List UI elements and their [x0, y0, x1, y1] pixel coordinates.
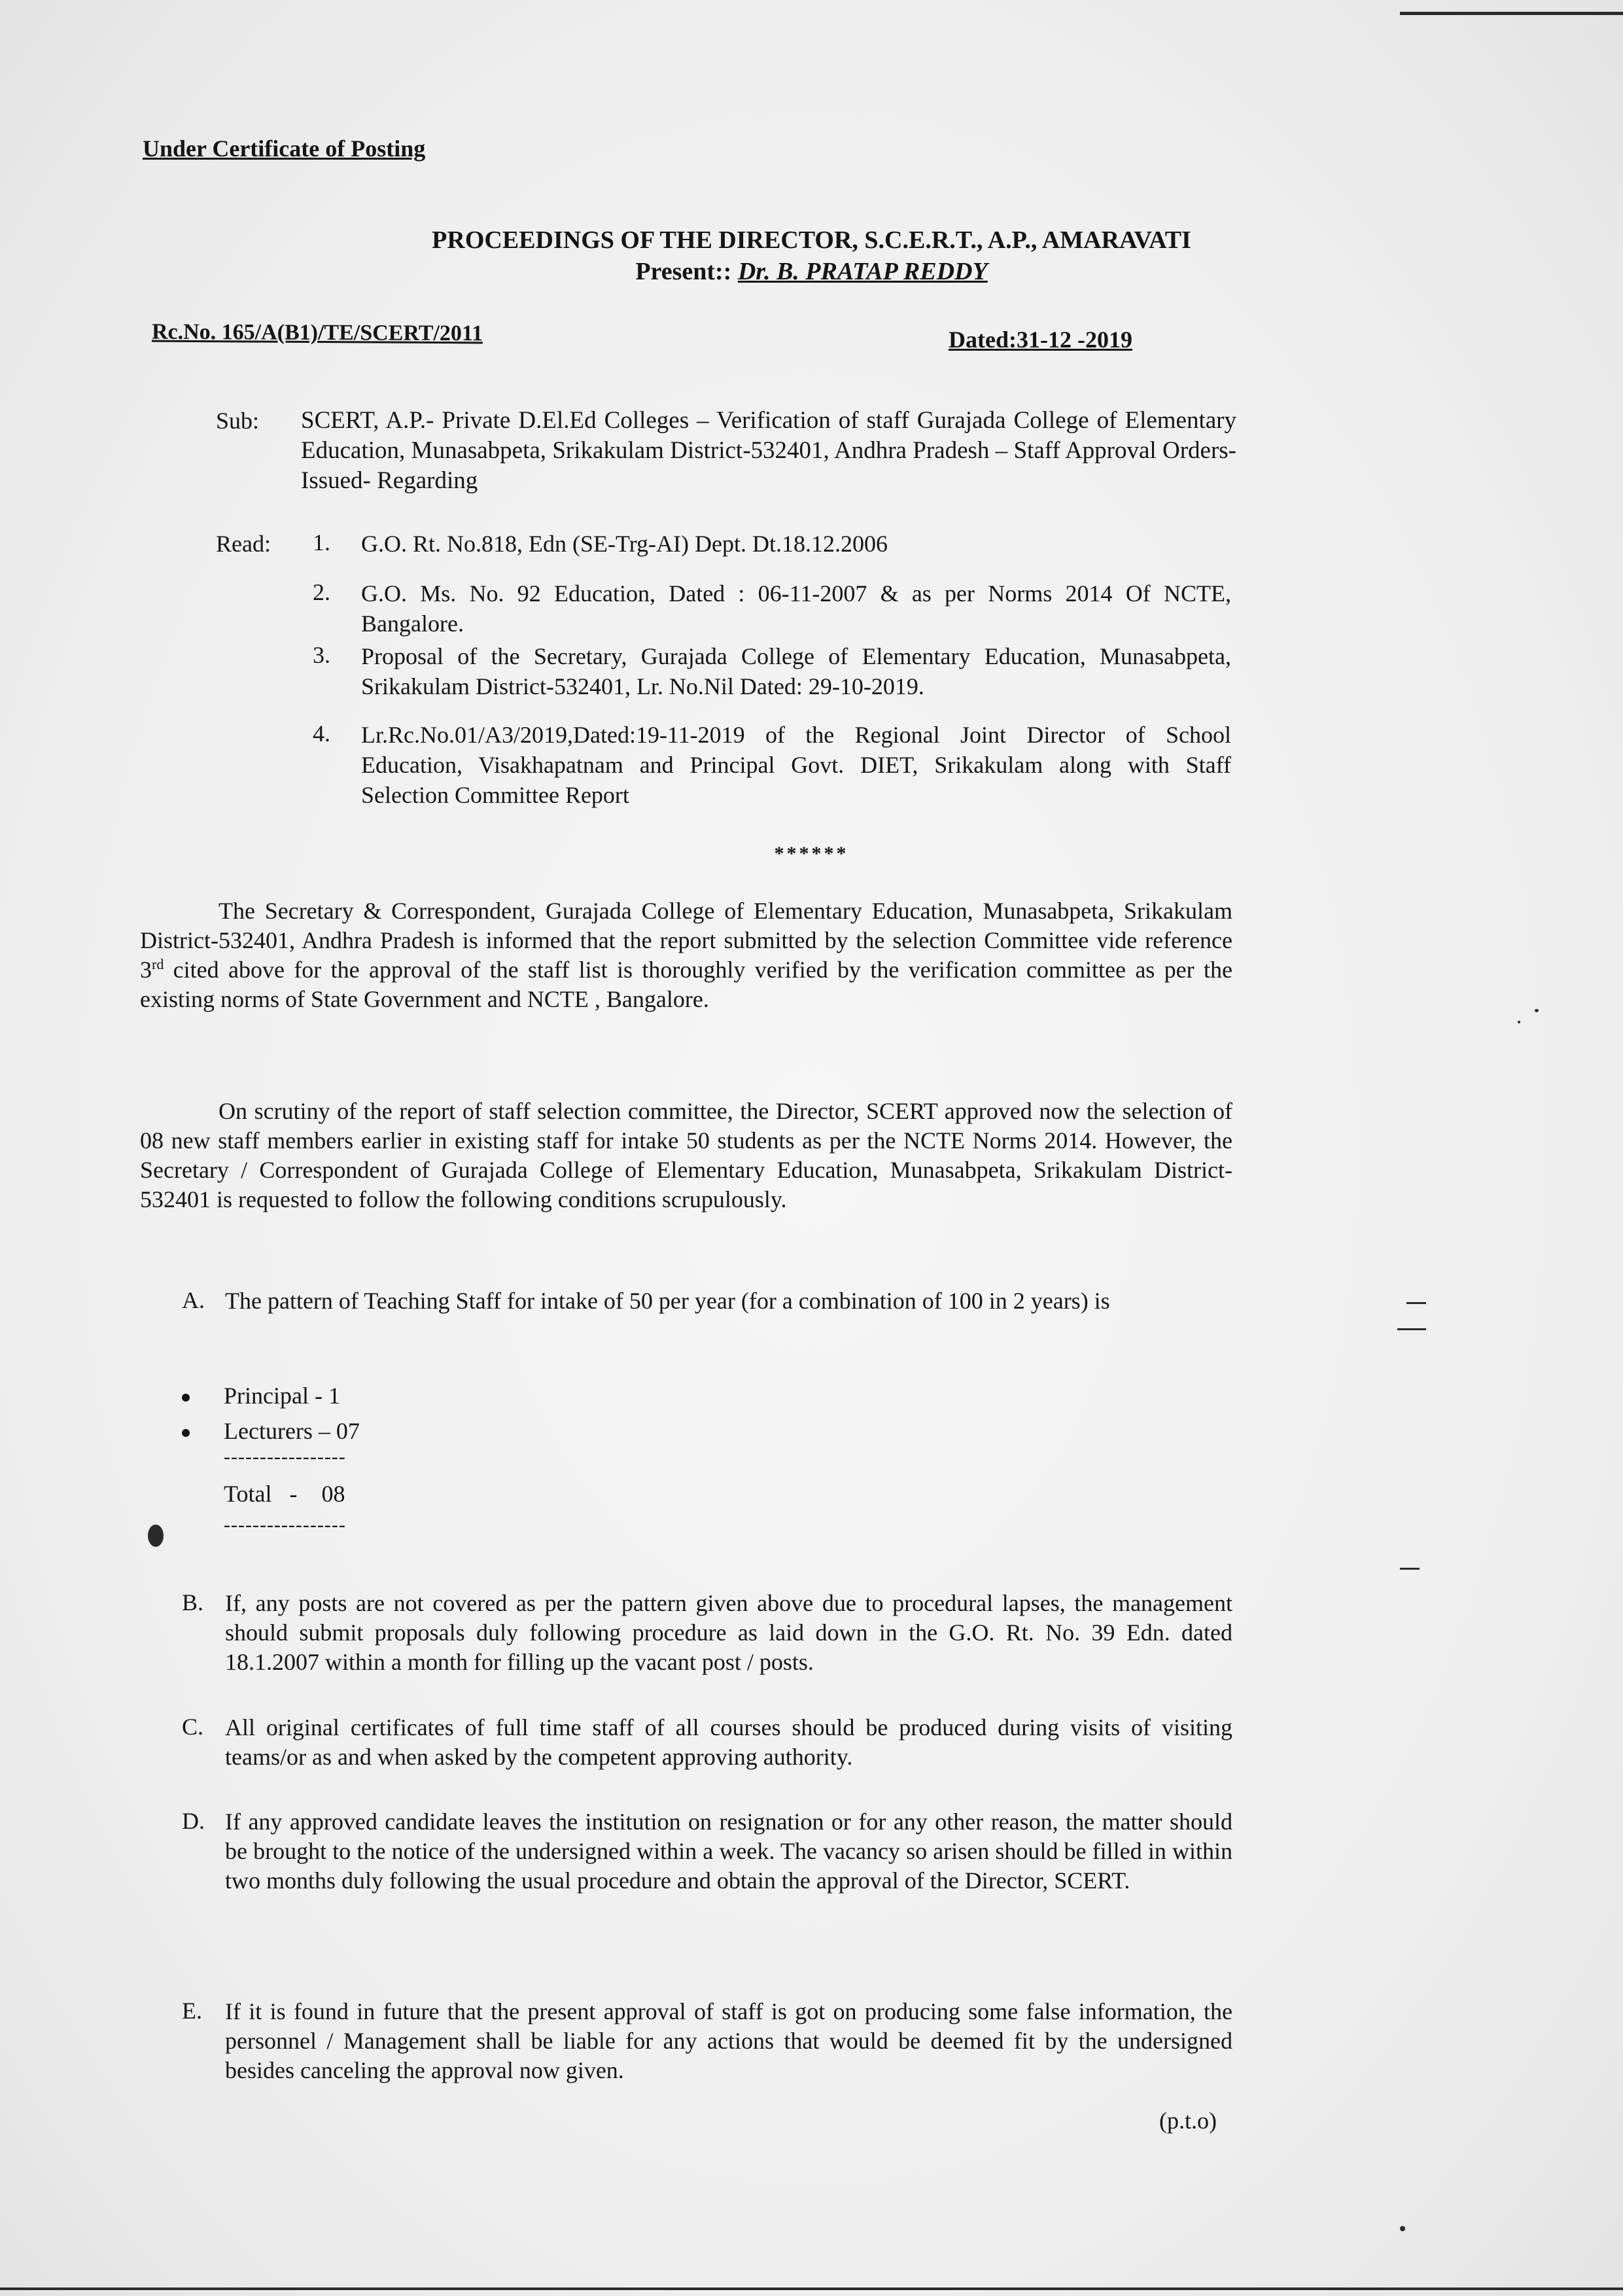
present-line — [0, 256, 1623, 287]
condition-a-letter: A. — [182, 1287, 205, 1313]
reference-1-text: G.O. Rt. No.818, Edn (SE-Trg-AI) Dept. Dt.18.12.2006 — [361, 531, 888, 557]
please-turn-over: (p.t.o) — [1159, 2108, 1217, 2134]
dash-separator-bottom: ----------------- — [224, 1514, 346, 1536]
total-separator: - — [289, 1481, 298, 1507]
speck — [1400, 2226, 1405, 2231]
condition-a-text: The pattern of Teaching Staff for intake of 50 per year (for a combination of 100 in 2 years) is — [225, 1288, 1110, 1314]
total-value: 08 — [321, 1481, 345, 1507]
reference-2-text: G.O. Ms. No. 92 Education, Dated : 06-11-2007 & as per Norms 2014 Of NCTE, Bangalore. — [361, 580, 1231, 637]
proceedings-title: PROCEEDINGS OF THE DIRECTOR, S.C.E.R.T., A.P., AMARAVATI — [432, 226, 1191, 254]
staff-item-separator: - — [308, 1383, 328, 1409]
under-certificate-heading: Under Certificate of Posting — [143, 135, 426, 162]
condition-e-text: If it is found in future that the present approval of staff is got on producing some false information, the personnel / Management shall be liable for any actions that would be deemed fit by the undersigned besides canceling the approval now given. — [225, 1998, 1232, 2083]
staff-total — [224, 1480, 345, 1508]
scan-edge-bottom — [0, 2287, 1623, 2290]
condition-e-letter: E. — [182, 1998, 202, 2024]
speck — [1518, 1021, 1520, 1023]
speck — [1397, 1328, 1426, 1330]
condition-d-text: If any approved candidate leaves the institution on resignation or for any other reason, the matter should be brought to the notice of the undersigned within a week. The vacancy so arisen should be filled in within two months duly following the usual procedure and obtain the approval of the Director, SCERT. — [225, 1809, 1232, 1894]
paragraph-2-text: On scrutiny of the report of staff selection committee, the Director, SCERT approved now the selection of 08 new staff members earlier in existing staff for intake 50 students as per the NCTE Norms 2014. However, the Secretary / Correspondent of Gurajada College of Elementary Education, Munasabpeta, Srikakulam District-532401 is requested to follow the following conditions scrupulously. — [140, 1098, 1232, 1212]
ink-blot — [148, 1525, 164, 1547]
dash-separator-top: ----------------- — [224, 1446, 346, 1468]
condition-c-letter: C. — [182, 1714, 204, 1740]
speck — [1406, 1302, 1426, 1304]
paragraph-1-superscript: rd — [152, 956, 164, 972]
staff-item-principal — [224, 1382, 340, 1409]
scan-edge-top — [1400, 12, 1623, 15]
condition-d-letter: D. — [182, 1808, 205, 1834]
staff-item-lecturers — [224, 1417, 360, 1445]
subject-text: SCERT, A.P.- Private D.El.Ed Colleges – Verification of staff Gurajada College of Elementary Education, Munasabpeta, Srikakulam District-532401, Andhra Pradesh – Staff Approval Orders- Issued- Regarding — [301, 407, 1236, 494]
reference-1-number: 1. — [313, 529, 330, 556]
reference-3-number: 3. — [313, 642, 330, 668]
dated: Dated:31-12 -2019 — [949, 327, 1132, 353]
separator-stars: ****** — [774, 843, 849, 864]
staff-item-label: Principal — [224, 1383, 309, 1409]
present-label: Present:: — [635, 258, 732, 285]
condition-b-letter: B. — [182, 1589, 204, 1616]
present-name: Dr. B. PRATAP REDDY — [737, 258, 988, 285]
staff-item-label: Lecturers — [224, 1418, 313, 1444]
staff-item-count: 07 — [336, 1418, 360, 1444]
paragraph-2 — [140, 1097, 1232, 1214]
condition-c-text: All original certificates of full time staff of all courses should be produced during visits of visiting teams/or as and when asked by the competent approving authority. — [225, 1714, 1232, 1770]
paragraph-1-text-a: The Secretary & Correspondent, Gurajada College of Elementary Education, Munasabpeta, Srikakulam District-532401, Andhra Pradesh is informed that the report submitted by the selection Committee vide reference 3 — [140, 898, 1232, 983]
speck — [1400, 1568, 1420, 1570]
staff-item-separator: – — [312, 1418, 336, 1444]
subject-label: Sub: — [216, 408, 260, 434]
condition-b-text: If, any posts are not covered as per the pattern given above due to procedural lapses, the management should submit proposals duly following procedure as laid down in the G.O. Rt. No. 39 Edn. dated 18.1.2007 within a month for filling up the vacant post / posts. — [225, 1590, 1232, 1675]
bullet-icon — [182, 1429, 190, 1437]
reference-4-text: Lr.Rc.No.01/A3/2019,Dated:19-11-2019 of the Regional Joint Director of School Education, Visakhapatnam and Principal Govt. DIET, Srikakulam along with Staff Selection Committee Report — [361, 722, 1231, 808]
reference-2-number: 2. — [313, 579, 330, 605]
reference-number: Rc.No. 165/A(B1)/TE/SCERT/2011 — [151, 319, 483, 346]
read-label: Read: — [216, 531, 271, 557]
paragraph-1-text-b: cited above for the approval of the staff list is thoroughly verified by the verification committee as per the existing norms of State Government and NCTE , Bangalore. — [140, 957, 1232, 1012]
paragraph-1 — [140, 896, 1232, 1014]
reference-4-number: 4. — [313, 720, 330, 747]
total-label: Total — [224, 1481, 272, 1507]
bullet-icon — [182, 1394, 190, 1402]
reference-3-text: Proposal of the Secretary, Gurajada College of Elementary Education, Munasabpeta, Srikakulam District-532401, Lr. No.Nil Dated: 29-10-2019. — [361, 643, 1231, 699]
staff-item-count: 1 — [328, 1383, 340, 1409]
speck — [1535, 1009, 1539, 1012]
